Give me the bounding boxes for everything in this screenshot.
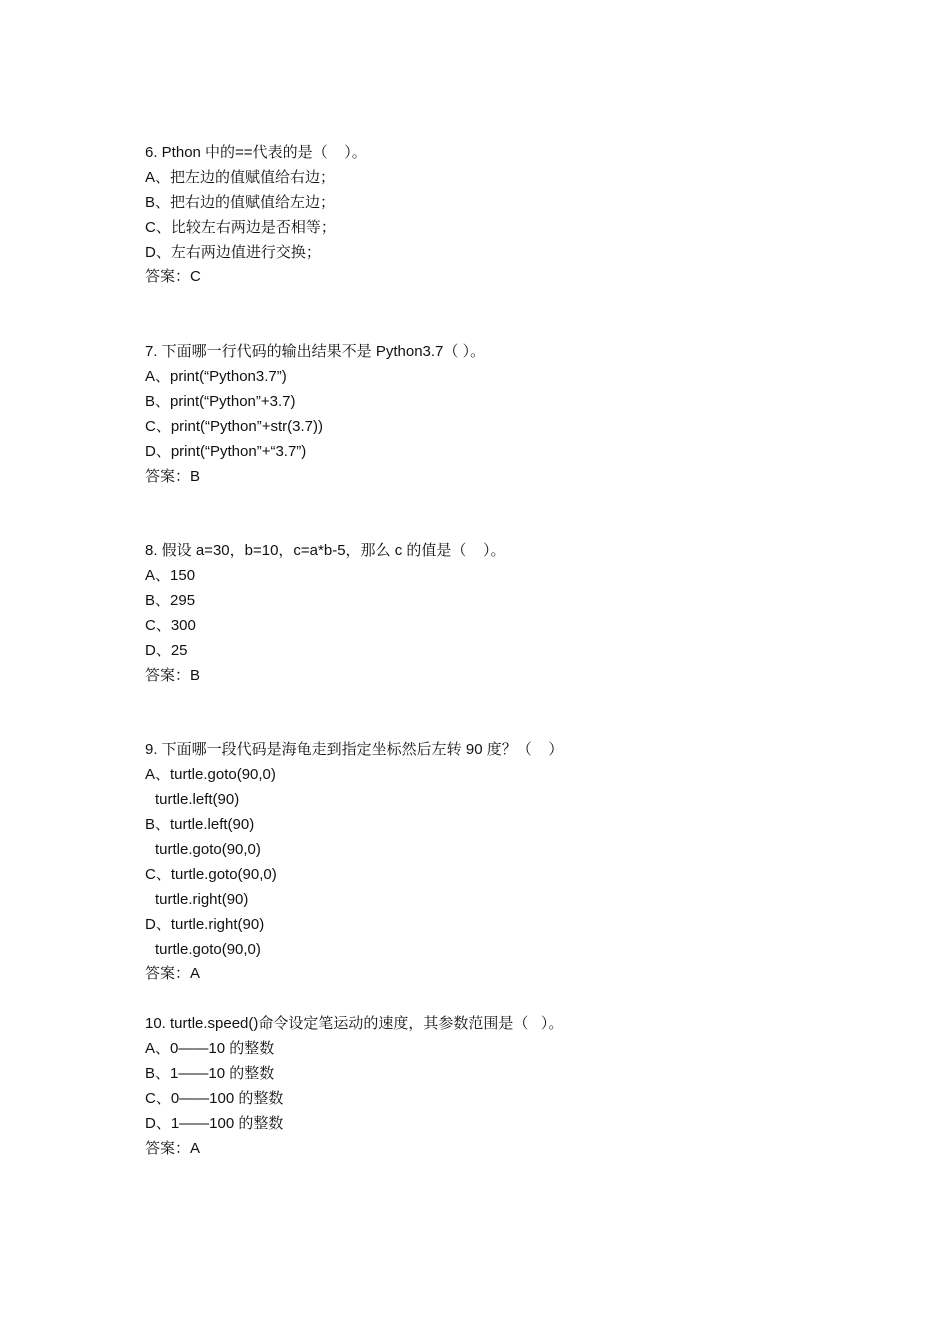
option-d-line-2: turtle.goto(90,0) xyxy=(155,940,261,958)
option-d: D、1——100 的整数 xyxy=(145,1114,284,1132)
answer: 答案：B xyxy=(145,666,201,684)
question-stem: 7. 下面哪一行代码的输出结果不是 Python3.7（ ）。 xyxy=(145,343,486,361)
answer: 答案：A xyxy=(145,965,201,983)
option-c: C、turtle.goto(90,0) xyxy=(145,865,277,883)
question-6 xyxy=(145,141,845,290)
option-b: B、295 xyxy=(145,592,196,610)
option-a: A、把左边的值赋值给右边； xyxy=(145,168,336,186)
question-stem: 8. 假设 a=30，b=10，c=a*b-5，那么 c 的值是（ ）。 xyxy=(145,542,506,560)
option-c: C、300 xyxy=(145,616,196,634)
option-a: A、0——10 的整数 xyxy=(145,1040,275,1058)
question-7 xyxy=(145,340,845,489)
option-b: B、把右边的值赋值给左边； xyxy=(145,193,336,211)
option-c: C、0——100 的整数 xyxy=(145,1089,284,1107)
question-8 xyxy=(145,539,845,688)
option-a: A、turtle.goto(90,0) xyxy=(145,766,276,784)
option-c: C、print(“Python”+str(3.7)) xyxy=(145,417,323,435)
answer: 答案：A xyxy=(145,1139,201,1157)
option-a: A、150 xyxy=(145,567,196,585)
option-b-line-2: turtle.goto(90,0) xyxy=(155,840,261,858)
option-c-line-2: turtle.right(90) xyxy=(155,890,249,908)
question-list xyxy=(145,141,845,1162)
question-stem: 10. turtle.speed()命令设定笔运动的速度，其参数范围是（ ）。 xyxy=(145,1015,564,1033)
option-d: D、25 xyxy=(145,641,188,659)
option-b: B、1——10 的整数 xyxy=(145,1065,275,1082)
answer: 答案：B xyxy=(145,467,201,485)
option-c: C、比较左右两边是否相等； xyxy=(145,218,336,236)
question-stem: 9. 下面哪一段代码是海龟走到指定坐标然后左转 90 度？（ ） xyxy=(145,741,564,759)
question-stem: 6. Pthon 中的==代表的是（ ）。 xyxy=(145,144,367,161)
question-9 xyxy=(145,738,845,987)
option-b: B、turtle.left(90) xyxy=(145,816,255,834)
option-a-line-2: turtle.left(90) xyxy=(155,791,240,809)
option-d: D、print(“Python”+“3.7”) xyxy=(145,442,307,460)
option-b: B、print(“Python”+3.7) xyxy=(145,392,296,410)
option-d: D、左右两边值进行交换； xyxy=(145,243,321,261)
option-a: A、print(“Python3.7”) xyxy=(145,368,287,386)
question-10 xyxy=(145,1012,845,1161)
answer: 答案：C xyxy=(145,268,201,286)
option-d: D、turtle.right(90) xyxy=(145,915,265,933)
